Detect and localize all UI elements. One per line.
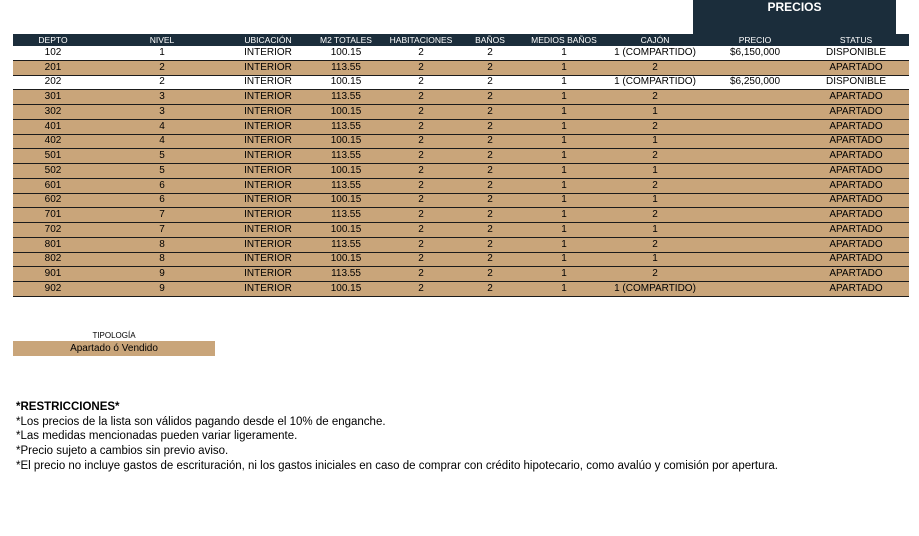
cell-banos: 2 [455, 223, 525, 238]
cell-cajon: 1 [603, 134, 707, 149]
cell-nivel: 9 [93, 267, 231, 282]
table-row [13, 208, 909, 223]
cell-depto: 701 [13, 208, 93, 223]
cell-habitaciones: 2 [387, 208, 455, 223]
cell-precio [707, 237, 803, 252]
cell-nivel: 5 [93, 149, 231, 164]
cell-banos: 2 [455, 252, 525, 267]
cell-precio [707, 90, 803, 105]
cell-nivel: 8 [93, 237, 231, 252]
cell-banos: 2 [455, 90, 525, 105]
cell-m2: 113.55 [305, 119, 387, 134]
cell-banos: 2 [455, 267, 525, 282]
cell-cajon: 1 [603, 223, 707, 238]
cell-banos: 2 [455, 46, 525, 60]
cell-cajon: 2 [603, 60, 707, 75]
cell-habitaciones: 2 [387, 75, 455, 90]
cell-ubicacion: INTERIOR [231, 149, 305, 164]
cell-cajon: 1 [603, 193, 707, 208]
cell-ubicacion: INTERIOR [231, 75, 305, 90]
cell-depto: 601 [13, 178, 93, 193]
cell-banos: 2 [455, 134, 525, 149]
cell-cajon: 2 [603, 90, 707, 105]
restriction-line: *Las medidas mencionadas pueden variar ligeramente. [16, 430, 298, 443]
cell-nivel: 7 [93, 208, 231, 223]
cell-m2: 100.15 [305, 105, 387, 120]
cell-banos: 2 [455, 105, 525, 120]
cell-depto: 502 [13, 164, 93, 179]
cell-status: APARTADO [803, 105, 909, 120]
cell-m2: 100.15 [305, 282, 387, 297]
cell-banos: 2 [455, 193, 525, 208]
cell-medios-banos: 1 [525, 119, 603, 134]
cell-ubicacion: INTERIOR [231, 193, 305, 208]
table-row [13, 46, 909, 60]
cell-m2: 113.55 [305, 60, 387, 75]
col-header-nivel: NIVEL [93, 34, 231, 46]
cell-habitaciones: 2 [387, 282, 455, 297]
cell-habitaciones: 2 [387, 60, 455, 75]
col-header-habitaciones: HABITACIONES [387, 34, 455, 46]
cell-medios-banos: 1 [525, 223, 603, 238]
cell-ubicacion: INTERIOR [231, 119, 305, 134]
table-row [13, 237, 909, 252]
cell-habitaciones: 2 [387, 164, 455, 179]
cell-cajon: 1 [603, 252, 707, 267]
cell-status: APARTADO [803, 282, 909, 297]
table-row [13, 252, 909, 267]
restriction-line: *El precio no incluye gastos de escrituración, ni los gastos iniciales en caso de comprar con crédito hipotecario, como avalúo y comisión por apertura. [16, 459, 778, 472]
cell-banos: 2 [455, 282, 525, 297]
cell-ubicacion: INTERIOR [231, 178, 305, 193]
cell-cajon: 1 (COMPARTIDO) [603, 46, 707, 60]
col-header-precio: PRECIO [707, 34, 803, 46]
cell-medios-banos: 1 [525, 149, 603, 164]
cell-precio [707, 149, 803, 164]
cell-status: APARTADO [803, 193, 909, 208]
cell-status: APARTADO [803, 60, 909, 75]
cell-m2: 113.55 [305, 237, 387, 252]
cell-ubicacion: INTERIOR [231, 252, 305, 267]
cell-cajon: 2 [603, 178, 707, 193]
cell-cajon: 2 [603, 237, 707, 252]
cell-depto: 801 [13, 237, 93, 252]
cell-status: APARTADO [803, 252, 909, 267]
cell-habitaciones: 2 [387, 149, 455, 164]
cell-depto: 702 [13, 223, 93, 238]
table-row [13, 223, 909, 238]
cell-m2: 113.55 [305, 90, 387, 105]
cell-depto: 602 [13, 193, 93, 208]
cell-medios-banos: 1 [525, 164, 603, 179]
table-row [13, 75, 909, 90]
cell-medios-banos: 1 [525, 134, 603, 149]
cell-medios-banos: 1 [525, 178, 603, 193]
cell-precio [707, 164, 803, 179]
cell-medios-banos: 1 [525, 237, 603, 252]
cell-status: DISPONIBLE [803, 75, 909, 90]
cell-banos: 2 [455, 149, 525, 164]
table-row [13, 90, 909, 105]
cell-ubicacion: INTERIOR [231, 105, 305, 120]
col-header-cajon: CAJÓN [603, 34, 707, 46]
cell-precio [707, 208, 803, 223]
col-header-banos: BAÑOS [455, 34, 525, 46]
cell-nivel: 7 [93, 223, 231, 238]
cell-nivel: 4 [93, 134, 231, 149]
cell-depto: 402 [13, 134, 93, 149]
table-row [13, 60, 909, 75]
cell-banos: 2 [455, 60, 525, 75]
cell-ubicacion: INTERIOR [231, 134, 305, 149]
table-body [13, 46, 909, 296]
restriction-line: *Los precios de la lista son válidos pagando desde el 10% de enganche. [16, 415, 386, 428]
cell-ubicacion: INTERIOR [231, 267, 305, 282]
cell-depto: 202 [13, 75, 93, 90]
cell-ubicacion: INTERIOR [231, 237, 305, 252]
cell-medios-banos: 1 [525, 46, 603, 60]
cell-ubicacion: INTERIOR [231, 223, 305, 238]
cell-cajon: 2 [603, 267, 707, 282]
cell-ubicacion: INTERIOR [231, 90, 305, 105]
table-row [13, 282, 909, 297]
cell-precio [707, 105, 803, 120]
cell-precio: $6,250,000 [707, 75, 803, 90]
cell-medios-banos: 1 [525, 252, 603, 267]
cell-status: APARTADO [803, 208, 909, 223]
cell-depto: 302 [13, 105, 93, 120]
cell-depto: 802 [13, 252, 93, 267]
prices-banner-title: PRECIOS [767, 0, 822, 14]
cell-medios-banos: 1 [525, 267, 603, 282]
cell-ubicacion: INTERIOR [231, 46, 305, 60]
cell-m2: 100.15 [305, 223, 387, 238]
cell-precio [707, 193, 803, 208]
cell-cajon: 1 (COMPARTIDO) [603, 75, 707, 90]
restriction-line: *Precio sujeto a cambios sin previo aviso. [16, 445, 229, 458]
cell-m2: 100.15 [305, 134, 387, 149]
cell-m2: 100.15 [305, 164, 387, 179]
cell-habitaciones: 2 [387, 223, 455, 238]
legend-apartado-swatch: Apartado ó Vendido [13, 341, 215, 356]
cell-habitaciones: 2 [387, 178, 455, 193]
cell-medios-banos: 1 [525, 75, 603, 90]
cell-cajon: 2 [603, 149, 707, 164]
cell-precio [707, 267, 803, 282]
cell-precio [707, 223, 803, 238]
cell-depto: 901 [13, 267, 93, 282]
cell-status: APARTADO [803, 90, 909, 105]
cell-status: APARTADO [803, 149, 909, 164]
cell-nivel: 4 [93, 119, 231, 134]
cell-medios-banos: 1 [525, 208, 603, 223]
cell-precio [707, 134, 803, 149]
cell-medios-banos: 1 [525, 282, 603, 297]
table-header-row [13, 34, 909, 46]
cell-depto: 301 [13, 90, 93, 105]
col-header-medios-banos: MEDIOS BAÑOS [525, 34, 603, 46]
col-header-depto: DEPTO [13, 34, 93, 46]
cell-banos: 2 [455, 208, 525, 223]
cell-status: APARTADO [803, 134, 909, 149]
cell-precio [707, 60, 803, 75]
col-header-status: STATUS [803, 34, 909, 46]
cell-habitaciones: 2 [387, 252, 455, 267]
cell-cajon: 1 (COMPARTIDO) [603, 282, 707, 297]
cell-ubicacion: INTERIOR [231, 164, 305, 179]
cell-depto: 201 [13, 60, 93, 75]
cell-precio [707, 252, 803, 267]
table-row [13, 178, 909, 193]
cell-banos: 2 [455, 237, 525, 252]
cell-precio [707, 178, 803, 193]
cell-depto: 401 [13, 119, 93, 134]
table-row [13, 193, 909, 208]
cell-banos: 2 [455, 75, 525, 90]
cell-ubicacion: INTERIOR [231, 282, 305, 297]
cell-nivel: 5 [93, 164, 231, 179]
table-row [13, 134, 909, 149]
price-table [13, 34, 909, 297]
cell-precio [707, 282, 803, 297]
legend [13, 331, 215, 356]
cell-banos: 2 [455, 178, 525, 193]
cell-habitaciones: 2 [387, 46, 455, 60]
cell-nivel: 6 [93, 193, 231, 208]
cell-habitaciones: 2 [387, 90, 455, 105]
cell-nivel: 3 [93, 105, 231, 120]
cell-habitaciones: 2 [387, 237, 455, 252]
cell-medios-banos: 1 [525, 105, 603, 120]
cell-m2: 100.15 [305, 75, 387, 90]
cell-nivel: 8 [93, 252, 231, 267]
restrictions-title: *RESTRICCIONES* [16, 401, 120, 413]
cell-nivel: 9 [93, 282, 231, 297]
cell-habitaciones: 2 [387, 193, 455, 208]
cell-medios-banos: 1 [525, 90, 603, 105]
cell-status: APARTADO [803, 223, 909, 238]
cell-habitaciones: 2 [387, 267, 455, 282]
restrictions [16, 400, 778, 474]
cell-status: APARTADO [803, 119, 909, 134]
table-row [13, 149, 909, 164]
cell-m2: 113.55 [305, 178, 387, 193]
cell-medios-banos: 1 [525, 193, 603, 208]
cell-habitaciones: 2 [387, 134, 455, 149]
cell-m2: 113.55 [305, 149, 387, 164]
cell-status: APARTADO [803, 267, 909, 282]
cell-status: APARTADO [803, 178, 909, 193]
cell-depto: 902 [13, 282, 93, 297]
cell-m2: 100.15 [305, 193, 387, 208]
cell-nivel: 2 [93, 75, 231, 90]
col-header-ubicacion: UBICACIÓN [231, 34, 305, 46]
cell-banos: 2 [455, 164, 525, 179]
cell-m2: 100.15 [305, 252, 387, 267]
cell-medios-banos: 1 [525, 60, 603, 75]
cell-depto: 102 [13, 46, 93, 60]
table-row [13, 267, 909, 282]
cell-cajon: 1 [603, 164, 707, 179]
cell-m2: 113.55 [305, 208, 387, 223]
cell-ubicacion: INTERIOR [231, 60, 305, 75]
cell-banos: 2 [455, 119, 525, 134]
cell-habitaciones: 2 [387, 119, 455, 134]
cell-habitaciones: 2 [387, 105, 455, 120]
col-header-m2: M2 TOTALES [305, 34, 387, 46]
cell-m2: 100.15 [305, 46, 387, 60]
cell-nivel: 6 [93, 178, 231, 193]
cell-status: APARTADO [803, 164, 909, 179]
legend-title: TIPOLOGÍA [92, 331, 136, 340]
cell-nivel: 1 [93, 46, 231, 60]
table-row [13, 164, 909, 179]
cell-cajon: 2 [603, 119, 707, 134]
cell-nivel: 2 [93, 60, 231, 75]
cell-ubicacion: INTERIOR [231, 208, 305, 223]
cell-precio: $6,150,000 [707, 46, 803, 60]
cell-cajon: 2 [603, 208, 707, 223]
cell-status: APARTADO [803, 237, 909, 252]
cell-cajon: 1 [603, 105, 707, 120]
cell-status: DISPONIBLE [803, 46, 909, 60]
cell-nivel: 3 [93, 90, 231, 105]
table-row [13, 119, 909, 134]
cell-precio [707, 119, 803, 134]
cell-depto: 501 [13, 149, 93, 164]
cell-m2: 113.55 [305, 267, 387, 282]
table-row [13, 105, 909, 120]
